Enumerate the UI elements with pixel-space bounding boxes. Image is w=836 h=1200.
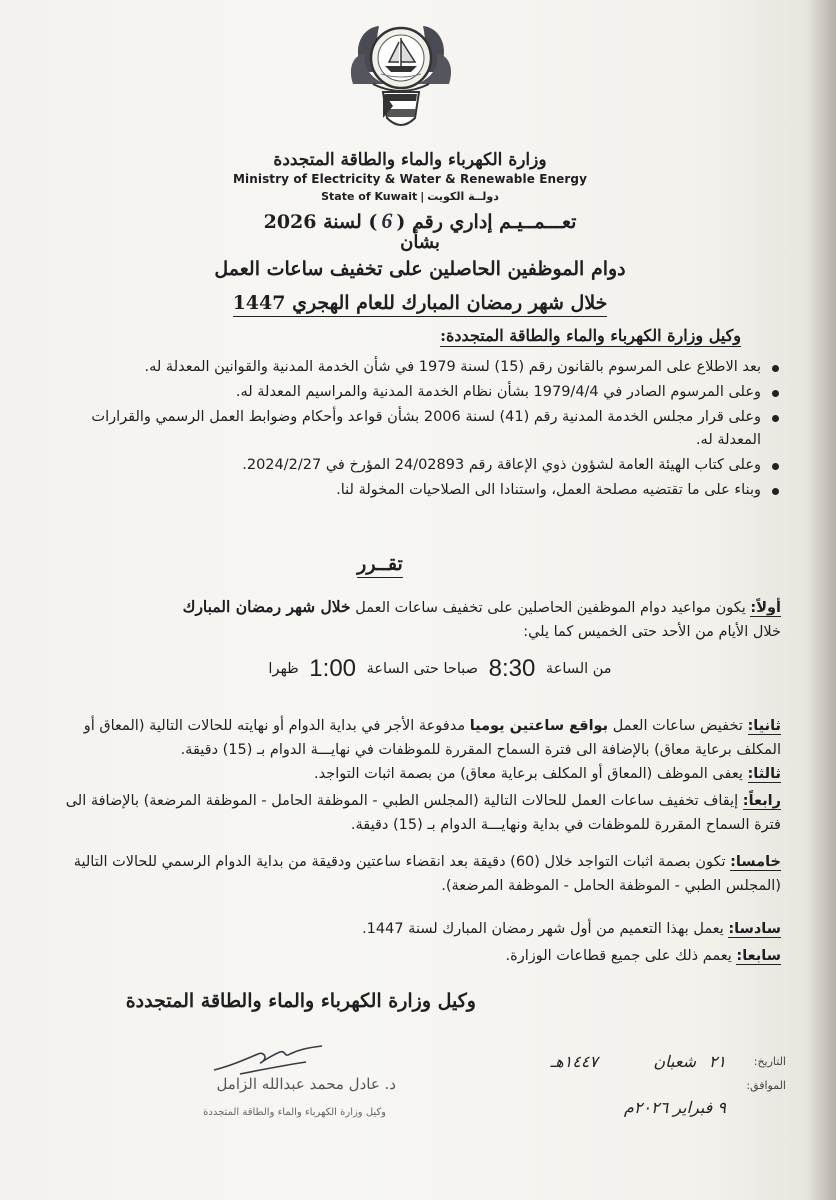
whereas-item: وعلى كتاب الهيئة العامة لشؤون ذوي الإعاقة رقم 24/02893 المؤرخ في 2024/2/27. (81, 454, 781, 477)
kuwait-emblem-icon (345, 14, 457, 138)
preamble-heading: وكيل وزارة الكهرباء والماء والطاقة المتجددة: (440, 326, 741, 345)
circular-suffix: ) لسنة 2026 (263, 211, 378, 233)
start-time: 8:30 (488, 655, 536, 682)
hijri-day: ٢١ (708, 1052, 726, 1071)
regarding-label: بشأن (400, 232, 440, 253)
whereas-item: بعد الاطلاع على المرسوم بالقانون رقم (15) لسنة 1979 في شأن الخدمة المدنية والقوانين المعدلة له. (81, 356, 781, 379)
clause-second (61, 714, 781, 762)
subject-line-1: دوام الموظفين الحاصلين على تخفيف ساعات العمل (214, 258, 626, 280)
clause-second-text-1: تخفيض ساعات العمل (612, 718, 743, 734)
state-arabic: دولــة الكويت (427, 190, 499, 203)
ministry-name-arabic: وزارة الكهرباء والماء والطاقة المتجددة (273, 150, 547, 170)
time-from-label: من الساعة (545, 661, 612, 677)
circular-number: 6 (381, 208, 393, 233)
whereas-item: وعلى قرار مجلس الخدمة المدنية رقم (41) لسنة 2006 بشأن قواعد وأحكام وضوابط العمل الرسمي والقرارات المعدلة له. (81, 406, 781, 452)
hijri-year: ١٤٤٧هـ (550, 1052, 598, 1071)
clause-seventh-text: يعمم ذلك على جميع قطاعات الوزارة. (505, 948, 732, 964)
clause-first-text-2: خلال الأيام من الأحد حتى الخميس كما يلي: (523, 624, 781, 640)
circular-number-line (120, 208, 720, 234)
state-line: State of Kuwait | دولــة الكويت (321, 190, 499, 203)
clause-third-text: يعفى الموظف (المعاق أو المكلف برعاية معاق) من بصمة اثبات التواجد. (314, 766, 743, 782)
clause-fifth-text: تكون بصمة اثبات التواجد خلال (60) دقيقة بعد انقضاء ساعتين ودقيقة من بداية الدوام الرسمي للحالات التالية (المجلس الطبي - الموظفة الحامل - الموظفة المرضعة). (73, 854, 781, 894)
clause-second-emphasis: بواقع ساعتين يوميا (469, 718, 609, 734)
clause-sixth (61, 917, 781, 941)
hijri-month: شعبان (653, 1052, 696, 1071)
clause-seventh (61, 944, 781, 968)
state-english: State of Kuwait (321, 190, 418, 203)
signatory-position: وكيل وزارة الكهرباء والماء والطاقة المتجددة (203, 1107, 386, 1118)
whereas-item: وبناء على ما تقتضيه مصلحة العمل، واستنادا الى الصلاحيات المخولة لنا. (81, 479, 781, 502)
time-mid-label: صباحا حتى الساعة (366, 661, 478, 677)
clause-first-label: أولاً: (750, 600, 781, 616)
clause-fourth (61, 789, 781, 837)
clause-seventh-label: سابعا: (736, 948, 781, 964)
clause-fourth-text: إيقاف تخفيف ساعات العمل للحالات التالية (المجلس الطبي - الموظفة الحامل - الموظفة المرضعة) بالإضافة الى فترة السماح المقررة للموظفات في بداية ونهايـــة الدوام بـ (15) دقيقة. (65, 793, 781, 833)
gregorian-date: ٩ فبراير ٢٠٢٦م (623, 1098, 726, 1117)
date-block (746, 1055, 786, 1103)
clause-second-label: ثانيا: (747, 718, 781, 734)
clause-third-label: ثالثا: (747, 766, 781, 782)
ministry-name-english: Ministry of Electricity & Water & Renewable Energy (232, 172, 588, 186)
whereas-list (81, 356, 781, 504)
circular-prefix: تعـــمــيـم إداري رقم ( (396, 211, 577, 233)
hijri-date-label: التاريخ: (753, 1055, 786, 1068)
handwritten-signature-icon (210, 1040, 330, 1080)
time-suffix-label: ظهرا (268, 661, 299, 677)
signatory-name: د. عادل محمد عبدالله الزامل (216, 1075, 396, 1093)
clause-fourth-label: رابعاً: (742, 793, 781, 809)
clause-fifth-label: خامسا: (730, 854, 781, 870)
decision-heading-text: تقــرر (357, 553, 403, 578)
gregorian-date-label: الموافق: (746, 1079, 786, 1092)
clause-fifth (61, 850, 781, 898)
ramadan-working-hours (180, 655, 700, 683)
clause-sixth-text: يعمل بهذا التعميم من أول شهر رمضان المبارك لسنة 1447. (362, 921, 724, 937)
subject-line-2-text: خلال شهر رمضان المبارك للعام الهجري 1447 (233, 292, 608, 317)
clause-third (61, 762, 781, 786)
decision-heading (320, 553, 440, 575)
clause-sixth-label: سادسا: (728, 921, 781, 937)
end-time: 1:00 (309, 655, 357, 682)
clause-first-emphasis: خلال شهر رمضان المبارك (182, 597, 351, 616)
clause-second-text-2: مدفوعة الأجر في بداية الدوام أو نهايته للحالات التالية (المعاق أو المكلف برعاية معاق) بالإضافة الى فترة السماح المقررة للموظفات في نهايـــة الدوام بـ (15) دقيقة. (83, 718, 781, 758)
whereas-item: وعلى المرسوم الصادر في 1979/4/4 بشأن نظام الخدمة المدنية والمراسيم المعدلة له. (81, 381, 781, 404)
page-fold-shadow (806, 0, 836, 1200)
signatory-title: وكيل وزارة الكهرباء والماء والطاقة المتجددة (125, 990, 476, 1012)
clause-first-text: يكون مواعيد دوام الموظفين الحاصلين على تخفيف ساعات العمل (355, 600, 746, 616)
clause-first (61, 595, 781, 644)
subject-line-2 (120, 292, 720, 314)
